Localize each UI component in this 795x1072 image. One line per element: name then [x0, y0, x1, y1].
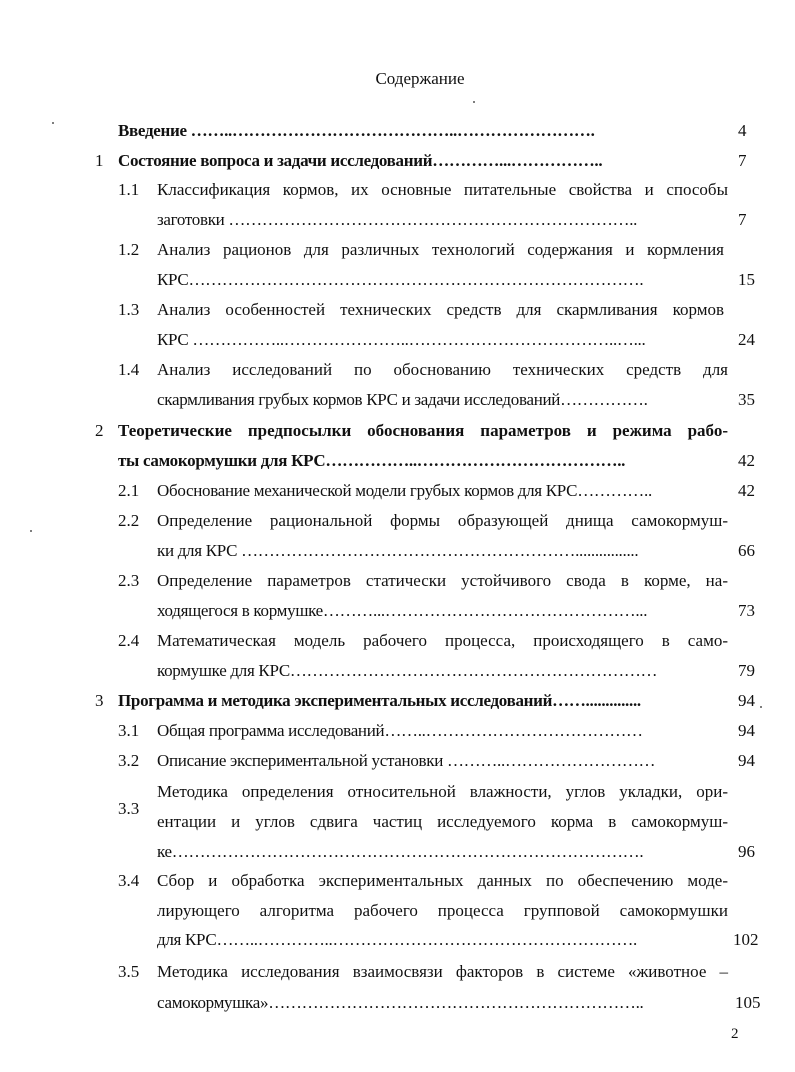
toc-entry-section-1-2[interactable]	[0, 235, 795, 295]
toc-entry-page: 105	[735, 993, 761, 1012]
page-title: Содержание	[375, 69, 465, 88]
toc-entry-section-3-1[interactable]	[0, 716, 795, 746]
toc-entry-number: 1.2	[118, 240, 140, 259]
toc-entry-chapter-1[interactable]	[0, 146, 795, 176]
toc-entry-number: 3.5	[118, 962, 140, 981]
toc-entry-number: 2.4	[118, 631, 140, 650]
toc-entry-title-line-2: скармливания грубых кормов КРС и задачи исследований…………….	[157, 390, 648, 409]
toc-entry-title-line-1: Определение рациональной формы образующей днища самокормуш-	[157, 511, 728, 530]
toc-entry-section-2-4[interactable]	[0, 626, 795, 686]
toc-entry-page: 15	[738, 270, 755, 289]
toc-entry-number: 3.2	[118, 751, 140, 770]
toc-entry-number: 2.2	[118, 511, 140, 530]
toc-entry-section-1-4[interactable]	[0, 355, 795, 415]
toc-entry-page: 7	[738, 151, 747, 170]
toc-entry-title-line-2: ки для КРС ……………………………………………………................	[157, 541, 639, 560]
toc-entry-number: 2	[95, 421, 104, 440]
toc-entry-title: Описание экспериментальной установки ………..………………………	[157, 751, 656, 770]
toc-entry-number: 1.3	[118, 300, 140, 319]
toc-entry-title-line-2: лирующего алгоритма рабочего процесса групповой самокормушки	[157, 901, 728, 920]
toc-entry-page: 79	[738, 661, 755, 680]
scan-speck	[760, 706, 762, 708]
toc-entry-number: 3.4	[118, 871, 140, 890]
toc-entry-number: 3.1	[118, 721, 140, 740]
toc-entry-chapter-3[interactable]	[0, 686, 795, 716]
toc-entry-title-line-1: Теоретические предпосылки обоснования параметров и режима рабо-	[118, 421, 728, 440]
toc-entry-title-line-2: КРС……………………………………………………………………….	[157, 270, 644, 289]
toc-entry-title: Общая программа исследований……..…………………………………	[157, 721, 643, 740]
toc-entry-number: 3.3	[118, 799, 140, 818]
toc-entry-page: 42	[738, 481, 755, 500]
toc-entry-page: 42	[738, 451, 755, 470]
toc-entry-page: 24	[738, 330, 755, 349]
toc-entry-title-line-2: ты самокормушки для КРС……………..………………………………..	[118, 451, 626, 470]
toc-entry-page: 94	[738, 721, 755, 740]
toc-entry-title: Обоснование механической модели грубых кормов для КРС…………..	[157, 481, 652, 500]
scan-speck	[473, 101, 475, 103]
toc-entry-title-line-1: Методика определения относительной влажности, углов укладки, ори-	[157, 782, 728, 801]
toc-entry-title-line-2: ентации и углов сдвига частиц исследуемого корма в самокормуш-	[157, 812, 728, 831]
toc-entry-number: 3	[95, 691, 104, 710]
toc-entry-title-line-2: кормушке для КРС…………………………………………………………	[157, 661, 658, 680]
toc-entry-section-2-1[interactable]	[0, 476, 795, 506]
toc-entry-title-line-3: для КРС……..…………..……………………………………………….	[157, 930, 637, 949]
toc-entry-page: 102	[733, 930, 759, 949]
toc-entry-title: Программа и методика экспериментальных исследований……..............	[118, 691, 641, 710]
toc-entry-introduction[interactable]	[0, 116, 795, 146]
toc-entry-page: 73	[738, 601, 755, 620]
toc-entry-number: 1.1	[118, 180, 140, 199]
toc-entry-section-1-1[interactable]	[0, 175, 795, 235]
toc-entry-title-line-2: ходящегося в кормушке………...………………………………………...	[157, 601, 648, 620]
toc-entry-title-line-1: Математическая модель рабочего процесса, происходящего в само-	[157, 631, 728, 650]
toc-entry-page: 94	[738, 691, 755, 710]
toc-entry-title: Введение ……..…………………………………..…………………….	[118, 121, 595, 140]
scan-speck	[30, 530, 32, 532]
toc-entry-page: 94	[738, 751, 755, 770]
toc-entry-number: 1	[95, 151, 104, 170]
toc-entry-section-3-3[interactable]	[0, 777, 795, 867]
toc-entry-title: Состояние вопроса и задачи исследований…………...……………..	[118, 151, 603, 170]
toc-entry-section-3-5[interactable]	[0, 957, 795, 1019]
toc-entry-number: 1.4	[118, 360, 140, 379]
toc-entry-title-line-2: самокормушка»…………………………………………………………..	[157, 993, 644, 1012]
toc-entry-title-line-2: заготовки ………………………………………………………………..	[157, 210, 638, 229]
toc-entry-section-3-4[interactable]	[0, 866, 795, 956]
toc-entry-chapter-2[interactable]	[0, 416, 795, 476]
toc-entry-title-line-1: Сбор и обработка экспериментальных данных по обеспечению моде-	[157, 871, 728, 890]
page-number: 2	[731, 1026, 739, 1042]
toc-entry-title-line-1: Методика исследования взаимосвязи факторов в системе «животное –	[157, 962, 728, 981]
toc-entry-section-2-3[interactable]	[0, 566, 795, 626]
toc-entry-title-line-1: Анализ исследований по обоснованию технических средств для	[157, 360, 728, 379]
toc-entry-page: 7	[738, 210, 747, 229]
toc-entry-page: 35	[738, 390, 755, 409]
toc-entry-page: 96	[738, 842, 755, 861]
toc-entry-number: 2.1	[118, 481, 140, 500]
toc-entry-page: 4	[738, 121, 747, 140]
toc-entry-title-line-1: Анализ особенностей технических средств для скармливания кормов	[157, 300, 724, 319]
toc-entry-section-2-2[interactable]	[0, 506, 795, 566]
toc-entry-number: 2.3	[118, 571, 140, 590]
toc-entry-section-3-2[interactable]	[0, 746, 795, 776]
toc-entry-title-line-1: Классификация кормов, их основные питательные свойства и способы	[157, 180, 728, 199]
scan-speck	[52, 122, 54, 124]
toc-entry-title-line-3: ке………………………………………………………………………….	[157, 842, 644, 861]
toc-entry-title-line-1: Анализ рационов для различных технологий содержания и кормления	[157, 240, 724, 259]
toc-entry-section-1-3[interactable]	[0, 295, 795, 355]
toc-entry-title-line-1: Определение параметров статически устойчивого свода в корме, на-	[157, 571, 728, 590]
toc-entry-title-line-2: КРС ……………..…………………..………………………………..…...	[157, 330, 646, 349]
toc-entry-page: 66	[738, 541, 755, 560]
